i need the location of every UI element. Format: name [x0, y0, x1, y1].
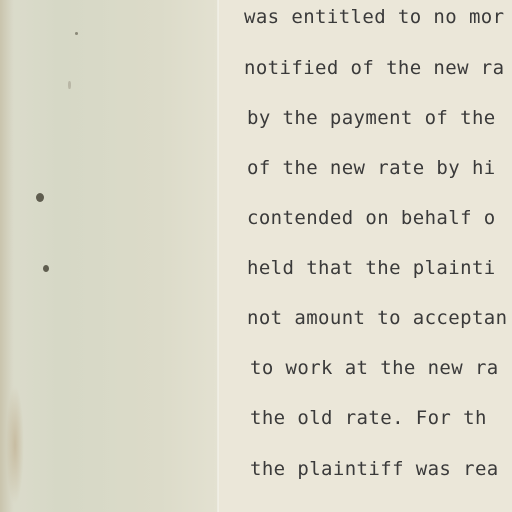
text-line: held that the plainti — [247, 257, 496, 279]
text-line: contended on behalf o — [247, 207, 496, 229]
text-line: of the new rate by hi — [247, 157, 496, 179]
text-line: to work at the new ra — [250, 357, 499, 379]
text-line: was entitled to no mor — [244, 6, 505, 28]
text-line: the old rate. For th — [250, 407, 487, 429]
text-line: notified of the new ra — [244, 57, 505, 79]
text-line: by the payment of the — [247, 107, 496, 129]
text-line: the plaintiff was rea — [250, 458, 499, 480]
text-line: not amount to acceptan — [247, 307, 508, 329]
